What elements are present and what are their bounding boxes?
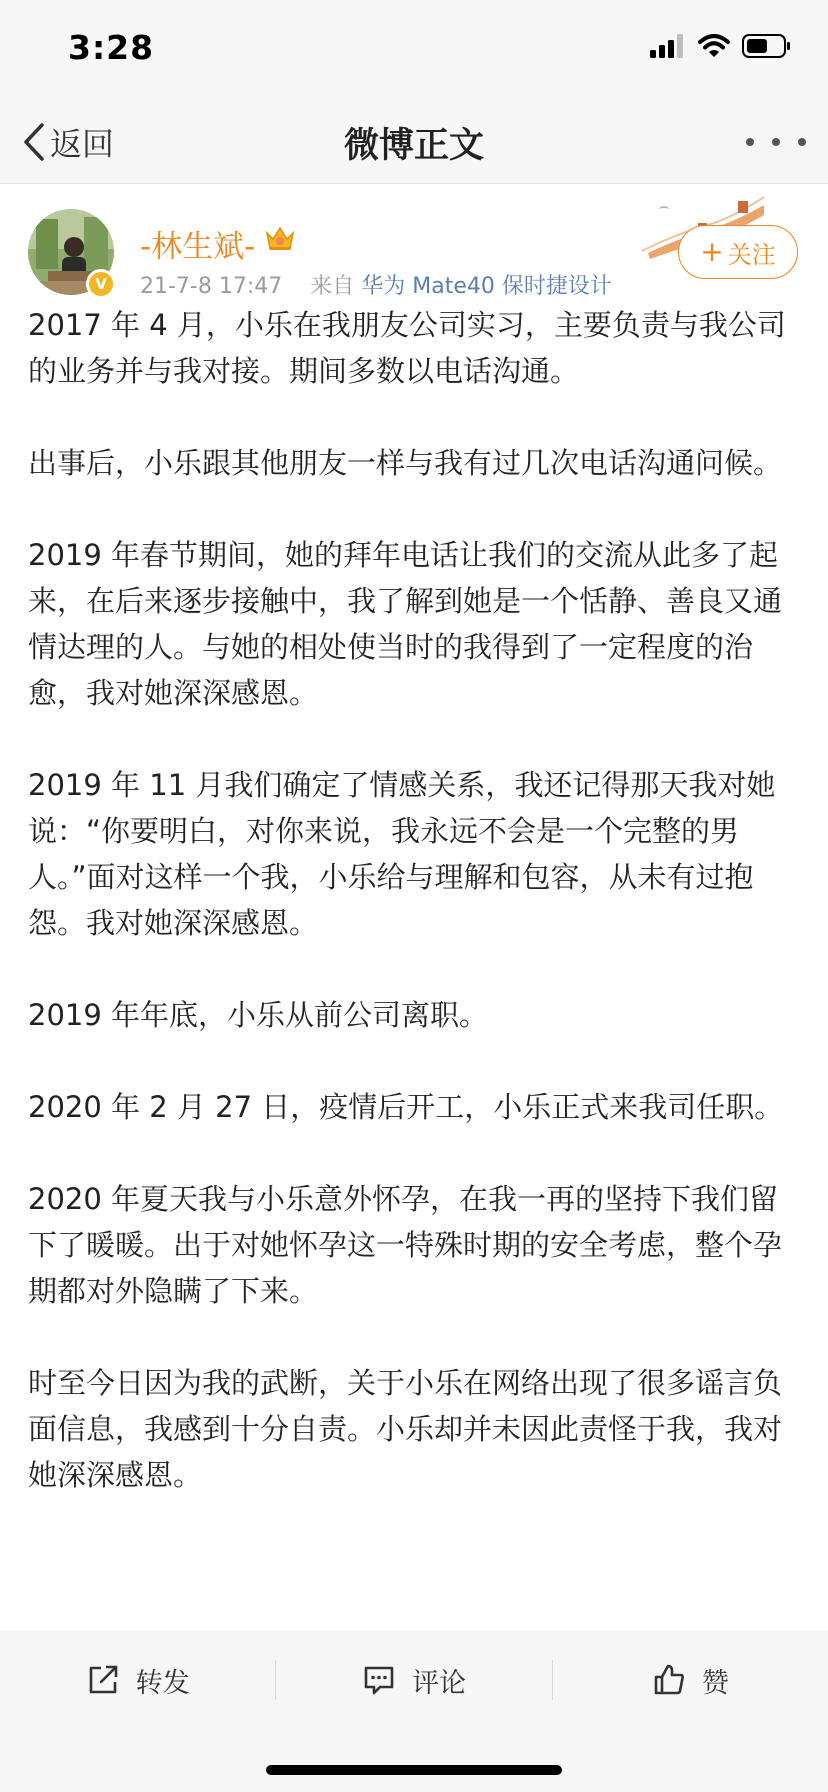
battery-icon	[742, 34, 792, 58]
repost-icon	[86, 1663, 120, 1697]
home-indicator[interactable]	[266, 1765, 562, 1775]
page-title: 微博正文	[343, 126, 484, 166]
like-label: 赞	[701, 1667, 729, 1699]
follow-label: 关注	[727, 240, 776, 269]
home-indicator-area	[0, 1730, 828, 1792]
more-dots-icon[interactable]	[746, 122, 806, 162]
repost-label: 转发	[135, 1667, 190, 1699]
author-header	[0, 185, 828, 300]
post-paragraph: 2020 年夏天我与小乐意外怀孕，在我一再的坚持下我们留下了暖暖。出于对她怀孕这一特殊时期的安全考虑，整个孕期都对外隐瞒了下来。	[28, 1182, 783, 1308]
plus-icon: +	[700, 235, 724, 268]
vip-verified-icon: V	[86, 269, 116, 299]
more-dot	[798, 138, 806, 146]
cellular-signal-icon	[650, 34, 686, 58]
like-button[interactable]	[553, 1630, 828, 1730]
comment-icon	[362, 1663, 396, 1697]
status-bar	[0, 0, 828, 100]
comment-label: 评论	[411, 1667, 466, 1699]
post-paragraph: 2019 年春节期间，她的拜年电话让我们的交流从此多了起来，在后来逐步接触中，我了解到她是一个恬静、善良又通情达理的人。与她的相处使当时的我得到了一定程度的治愈，我对她深深感恩。	[28, 538, 783, 710]
post-time: 21-7-8 17:47	[140, 274, 283, 299]
post-meta	[140, 269, 612, 300]
follow-button[interactable]	[678, 225, 798, 279]
post-paragraph: 2020 年 2 月 27 日，疫情后开工，小乐正式来我司任职。	[28, 1090, 784, 1124]
post-paragraph: 时至今日因为我的武断，关于小乐在网络出现了很多谣言负面信息，我感到十分自责。小乐却并未因此责怪于我，我对她深深感恩。	[28, 1366, 783, 1492]
post-paragraph: 2019 年 11 月我们确定了情感关系，我还记得那天我对她说：“你要明白，对你来说，我永远不会是一个完整的男人。”面对这样一个我，小乐给与理解和包容，从未有过抱怨。我对她深深感恩。	[28, 768, 776, 940]
source-prefix: 来自	[310, 274, 355, 299]
post-source[interactable]: 华为 Mate40 保时捷设计	[361, 274, 612, 299]
wifi-icon	[698, 34, 730, 58]
more-dot	[772, 138, 780, 146]
status-time: 3:28	[68, 28, 155, 67]
comment-button[interactable]	[276, 1630, 551, 1730]
post-body	[28, 302, 803, 1498]
action-bar	[0, 1630, 828, 1730]
nav-bar	[0, 100, 828, 184]
more-dot	[746, 138, 754, 146]
post-paragraph: 2017 年 4 月，小乐在我朋友公司实习，主要负责与我公司的业务并与我对接。期间多数以电话沟通。	[28, 308, 786, 388]
back-label: 返回	[50, 125, 115, 163]
thumbs-up-icon	[652, 1663, 686, 1697]
post-paragraph: 2019 年年底，小乐从前公司离职。	[28, 998, 489, 1032]
author-name[interactable]: -林生斌-	[140, 229, 256, 265]
repost-button[interactable]	[0, 1630, 275, 1730]
status-icons	[650, 34, 792, 58]
crown-icon	[264, 223, 296, 253]
post-paragraph: 出事后，小乐跟其他朋友一样与我有过几次电话沟通问候。	[28, 446, 783, 480]
